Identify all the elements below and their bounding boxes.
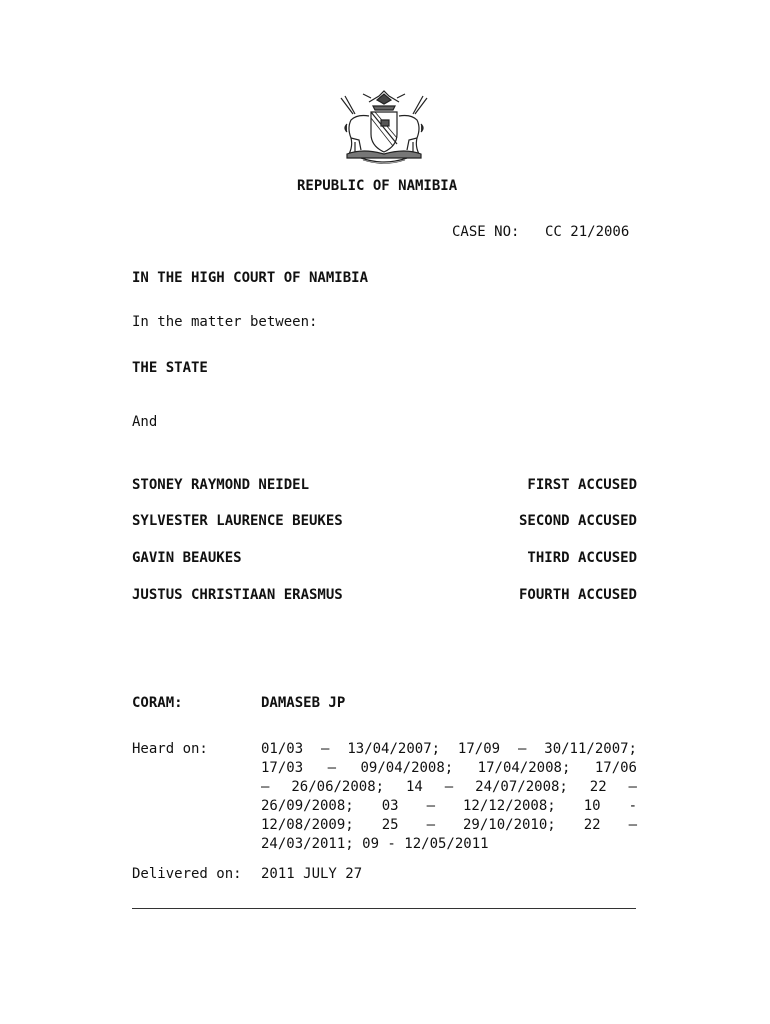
matter-between-label: In the matter between: (132, 314, 318, 330)
heard-date-line: 12/08/2009; 25 – 29/10/2010; 22 – (261, 817, 637, 833)
case-number-value: CC 21/2006 (545, 224, 630, 240)
coat-of-arms-icon (333, 88, 435, 164)
delivered-on-value: 2011 JULY 27 (261, 866, 363, 882)
delivered-on-label: Delivered on: (132, 866, 242, 882)
heard-on-label: Heard on: (132, 741, 208, 757)
coram-label: CORAM: (132, 695, 183, 711)
heard-date-line: 24/03/2011; 09 - 12/05/2011 (261, 836, 489, 852)
court-name: IN THE HIGH COURT OF NAMIBIA (132, 270, 369, 286)
heard-date-line: 01/03 – 13/04/2007; 17/09 – 30/11/2007; (261, 741, 637, 757)
accused-role: FOURTH ACCUSED (518, 587, 637, 603)
accused-role: THIRD ACCUSED (527, 550, 637, 566)
heard-date-line: – 26/06/2008; 14 – 24/07/2008; 22 – (261, 779, 637, 795)
heard-date-line: 26/09/2008; 03 – 12/12/2008; 10 - (261, 798, 637, 814)
accused-name: SYLVESTER LAURENCE BEUKES (132, 513, 343, 529)
plaintiff-name: THE STATE (132, 360, 208, 376)
and-label: And (132, 414, 158, 430)
heard-on-dates (261, 740, 637, 854)
country-title: REPUBLIC OF NAMIBIA (297, 178, 458, 194)
case-number-label: CASE NO: (452, 224, 520, 240)
accused-role: SECOND ACCUSED (518, 513, 637, 529)
accused-role: FIRST ACCUSED (527, 477, 637, 493)
accused-name: JUSTUS CHRISTIAAN ERASMUS (132, 587, 343, 603)
coram-value: DAMASEB JP (261, 695, 346, 711)
accused-name: STONEY RAYMOND NEIDEL (132, 477, 310, 493)
heard-date-line: 17/03 – 09/04/2008; 17/04/2008; 17/06 (261, 760, 637, 776)
separator-line (132, 908, 636, 909)
accused-name: GAVIN BEAUKES (132, 550, 242, 566)
